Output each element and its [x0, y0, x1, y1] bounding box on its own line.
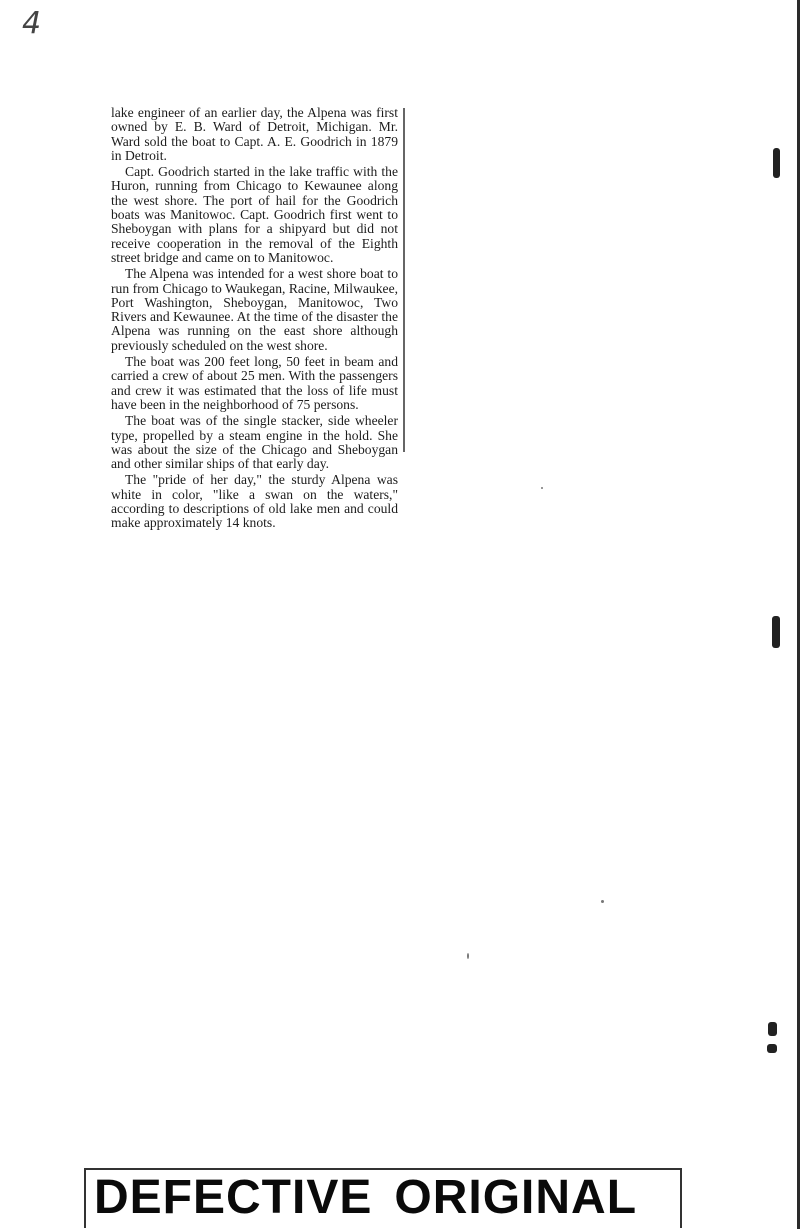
page-number: 4	[22, 6, 42, 41]
scan-mark	[773, 148, 780, 178]
article-paragraph: lake engineer of an earlier day, the Alpena was first owned by E. B. Ward of Detroit, Michigan. Mr. Ward sold the boat to Capt. A. E. Goodrich in 1879 in Detroit.	[111, 105, 398, 163]
scan-mark	[767, 1044, 777, 1053]
article-paragraph: Capt. Goodrich started in the lake traffic with the Huron, running from Chicago to Kewaunee along the west shore. The port of hail for the Goodrich boats was Manitowoc. Capt. Goodrich first went to Sheboygan with plans for a shipyard but did not receive cooperation in the removal of the Eighth street bridge and came on to Manitowoc.	[111, 164, 398, 265]
article-paragraph: The Alpena was intended for a west shore boat to run from Chicago to Waukegan, Racine, Milwaukee, Port Washington, Sheboygan, Manitowoc, Two Rivers and Kewaunee. At the time of the disaster the Alpena was running on the east shore although previously scheduled on the west shore.	[111, 266, 398, 353]
article-paragraph: The boat was 200 feet long, 50 feet in beam and carried a crew of about 25 men. With the passengers and crew it was estimated that the loss of life must have been in the neighborhood of 75 persons.	[111, 354, 398, 412]
scan-mark	[772, 616, 780, 648]
article-paragraph: The "pride of her day," the sturdy Alpena was white in color, "like a swan on the waters," according to descriptions of old lake men and could make approximately 14 knots.	[111, 472, 398, 531]
scan-speck	[541, 487, 543, 489]
article-paragraph: The boat was of the single stacker, side wheeler type, propelled by a steam engine in the hold. She was about the size of the Chicago and Sheboygan and other similar ships of that early day.	[111, 413, 398, 472]
stamp-word: DEFECTIVE	[94, 1171, 373, 1224]
stamp-word: ORIGINAL	[394, 1171, 638, 1224]
defective-original-stamp	[94, 1170, 637, 1225]
column-rule	[403, 108, 405, 452]
scan-mark	[768, 1022, 777, 1036]
scan-speck	[601, 900, 604, 903]
article-column	[111, 106, 398, 533]
scan-speck	[467, 953, 469, 959]
